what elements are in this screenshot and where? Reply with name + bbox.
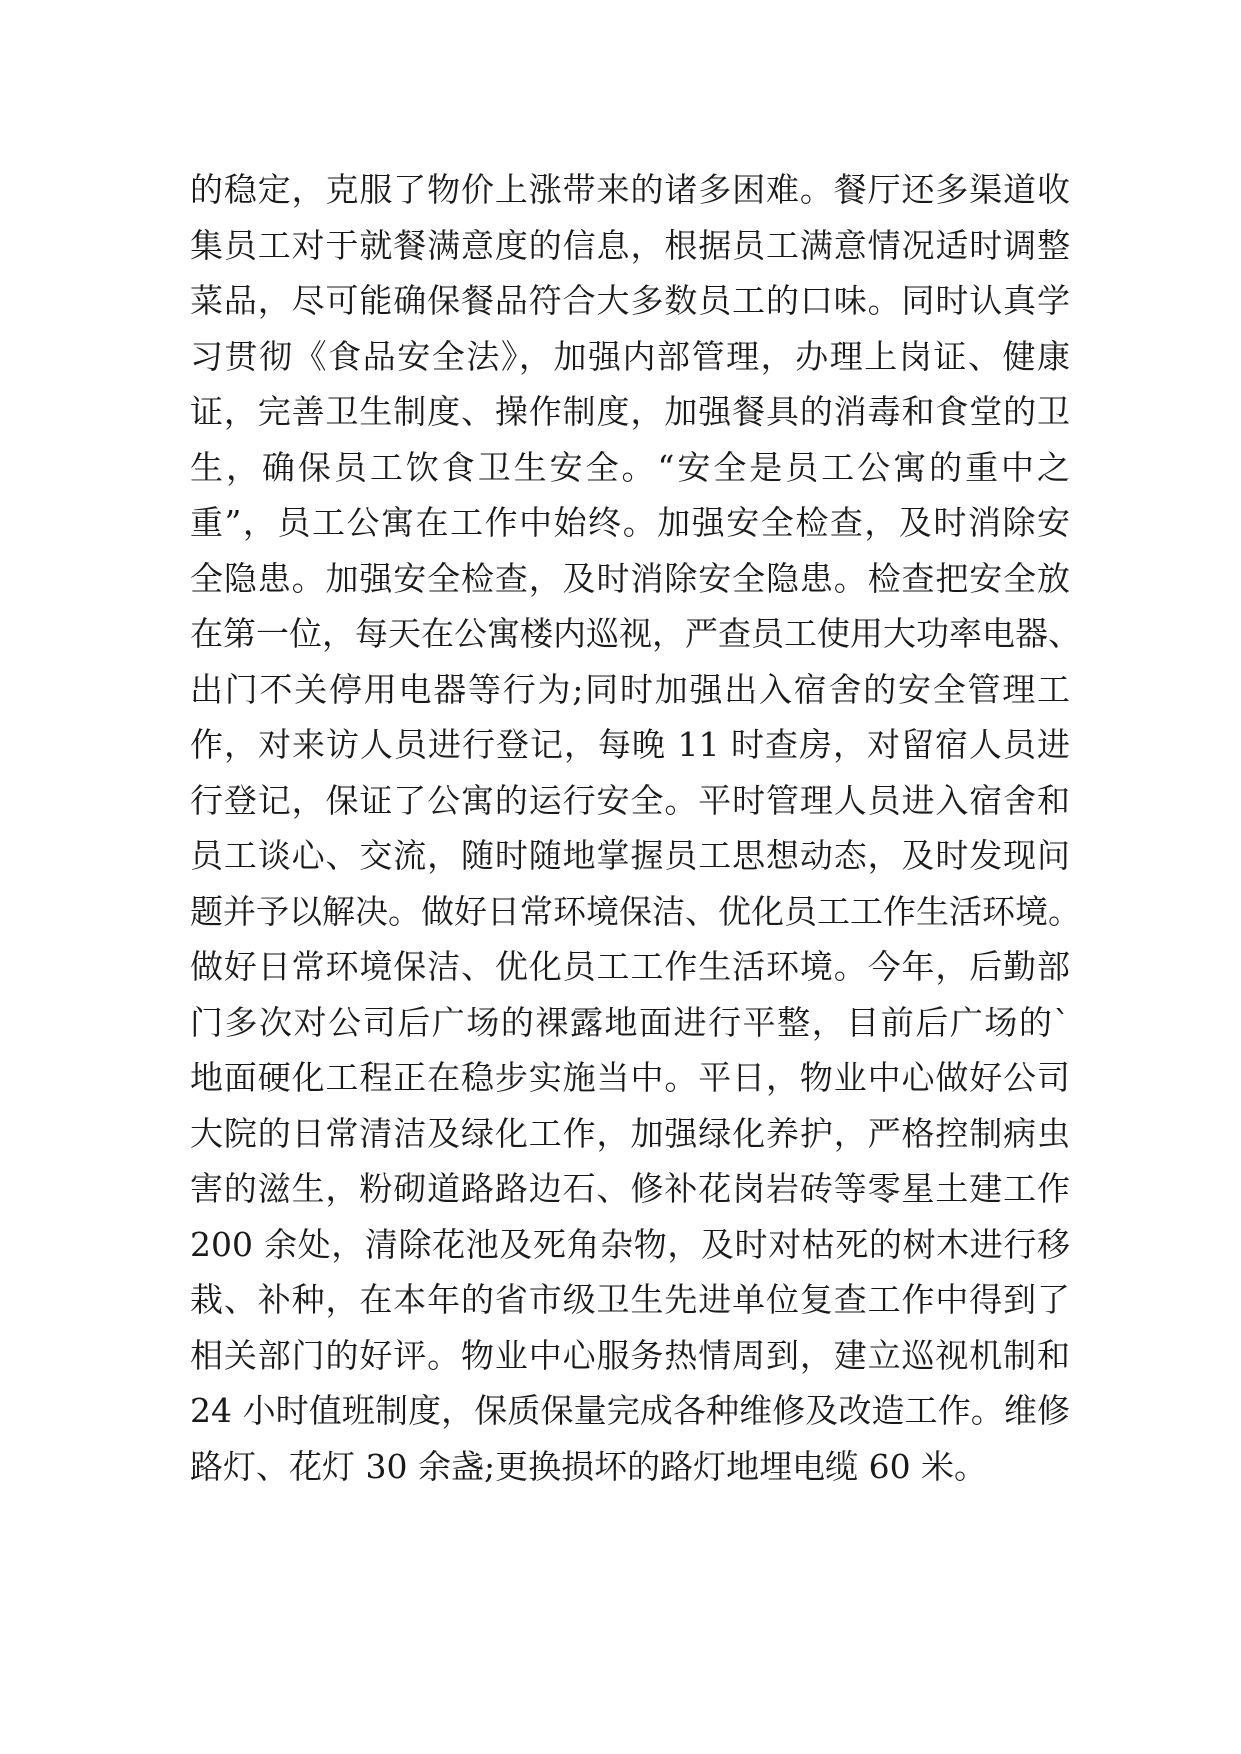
- text-line: 重”，员工公寓在工作中始终。加强安全检查，及时消除安: [190, 503, 1070, 542]
- text-line: 栽、补种，在本年的省市级卫生先进单位复查工作中得到了: [190, 1280, 1070, 1319]
- text-line: 作，对来访人员进行登记，每晚 11 时查房，对留宿人员进: [190, 725, 1070, 764]
- text-line: 习贯彻《食品安全法》，加强内部管理，办理上岗证、健康: [190, 336, 1070, 376]
- text-line: 路灯、花灯 30 余盏;更换损坏的路灯地埋电缆 60 米。: [190, 1446, 988, 1486]
- text-line: 证，完善卫生制度、操作制度，加强餐具的消毒和食堂的卫: [190, 392, 1070, 431]
- text-line: 地面硬化工程正在稳步实施当中。平日，物业中心做好公司: [190, 1058, 1070, 1097]
- body-text: [190, 162, 1081, 1494]
- text-line: 出门不关停用电器等行为;同时加强出入宿舍的安全管理工: [190, 669, 1070, 709]
- text-line: 菜品，尽可能确保餐品符合大多数员工的口味。同时认真学: [190, 281, 1070, 320]
- text-line: 相关部门的好评。物业中心服务热情周到，建立巡视机制和: [190, 1335, 1070, 1375]
- text-line: 大院的日常清洁及绿化工作，加强绿化养护，严格控制病虫: [190, 1113, 1070, 1153]
- text-line: 24 小时值班制度，保质保量完成各种维修及改造工作。维修: [190, 1391, 1070, 1430]
- text-line: 的稳定，克服了物价上涨带来的诸多困难。餐厅还多渠道收: [190, 170, 1070, 209]
- text-line: 行登记，保证了公寓的运行安全。平时管理人员进入宿舍和: [190, 780, 1070, 820]
- text-line: 员工谈心、交流，随时随地掌握员工思想动态，及时发现问: [190, 836, 1070, 875]
- text-line: 在第一位，每天在公寓楼内巡视，严查员工使用大功率电器、: [190, 614, 1081, 653]
- text-line: 门多次对公司后广场的裸露地面进行平整，目前后广场的`: [190, 1002, 1070, 1042]
- text-line: 题并予以解决。做好日常环境保洁、优化员工工作生活环境。: [190, 891, 1081, 931]
- text-line: 做好日常环境保洁、优化员工工作生活环境。今年，后勤部: [190, 947, 1070, 986]
- text-line: 集员工对于就餐满意度的信息，根据员工满意情况适时调整: [190, 225, 1070, 265]
- text-line: 生，确保员工饮食卫生安全。“安全是员工公寓的重中之: [190, 447, 1070, 487]
- text-line: 200 余处，清除花池及死角杂物，及时对枯死的树木进行移: [190, 1224, 1070, 1264]
- text-line: 害的滋生，粉砌道路路边石、修补花岗岩砖等零星土建工作: [190, 1169, 1070, 1208]
- text-line: 全隐患。加强安全检查，及时消除安全隐患。检查把安全放: [190, 558, 1070, 598]
